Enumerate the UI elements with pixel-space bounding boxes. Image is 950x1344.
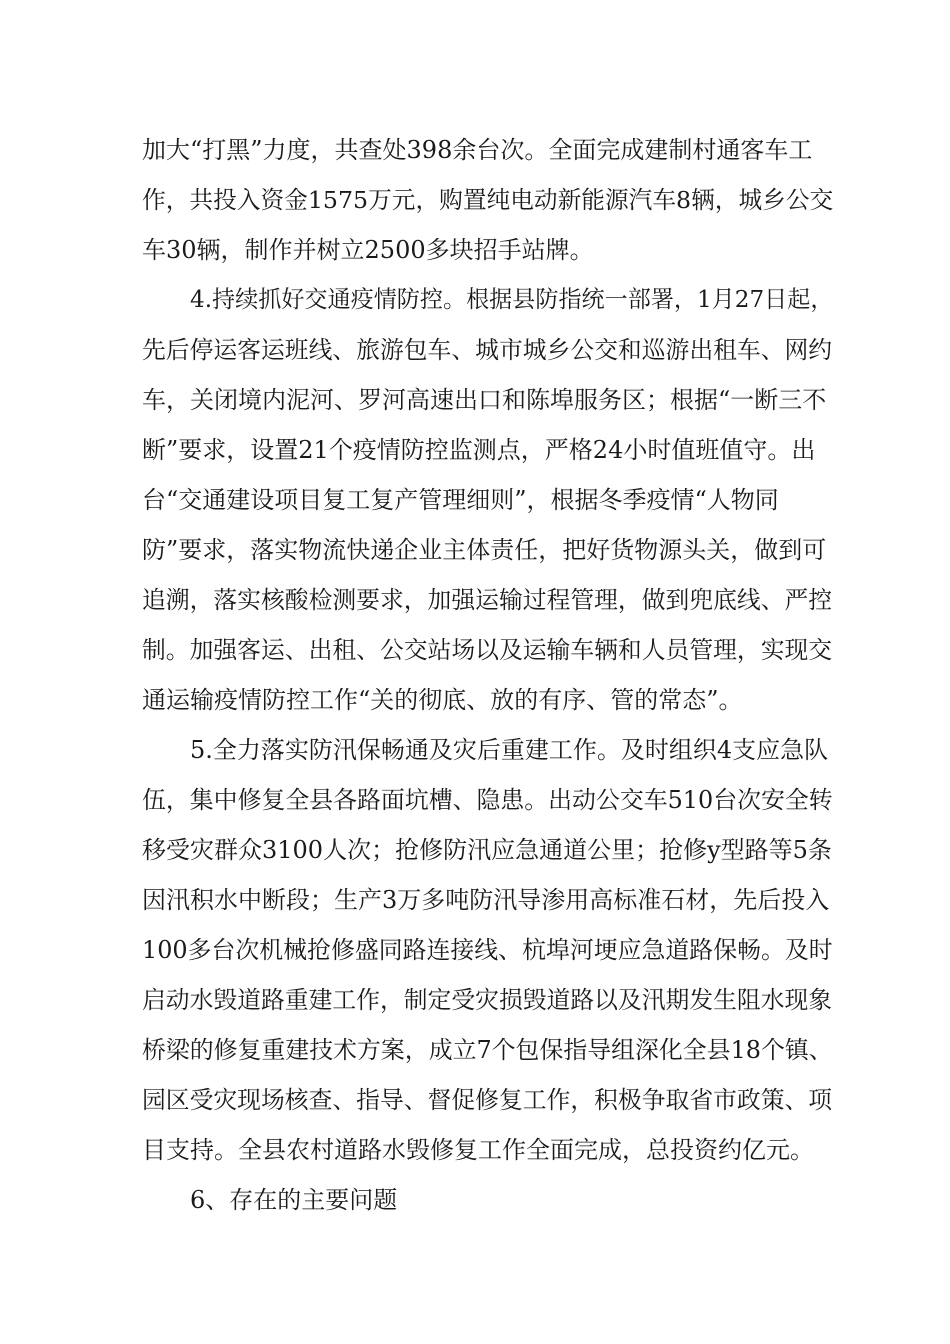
body-text-line: 制。加强客运、出租、公交站场以及运输车辆和人员管理，实现交 — [142, 636, 833, 664]
body-text-line: 防”要求，落实物流快递企业主体责任，把好货物源头关，做到可 — [142, 536, 827, 564]
section-6-heading-line: 6、存在的主要问题 — [190, 1186, 398, 1214]
section-5-heading-line: 5.全力落实防汛保畅通及灾后重建工作。及时组织4支应急队 — [190, 736, 829, 764]
body-text-line: 因汛积水中断段；生产3万多吨防汛导渗用高标准石材，先后投入 — [142, 886, 830, 914]
body-text-line: 通运输疫情防控工作“关的彻底、放的有序、管的常态”。 — [142, 686, 743, 714]
body-text-line: 移受灾群众3100人次；抢修防汛应急通道公里；抢修y型路等5条 — [142, 836, 832, 864]
body-text-line: 追溯，落实核酸检测要求，加强运输过程管理，做到兜底线、严控 — [142, 586, 833, 614]
body-text-line: 桥梁的修复重建技术方案，成立7个包保指导组深化全县18个镇、 — [142, 1036, 833, 1064]
body-text-line: 车30辆，制作并树立2500多块招手站牌。 — [142, 236, 594, 264]
body-text-line: 作，共投入资金1575万元，购置纯电动新能源汽车8辆，城乡公交 — [142, 186, 834, 214]
body-text-line: 目支持。全县农村道路水毁修复工作全面完成，总投资约亿元。 — [142, 1136, 814, 1164]
body-text-line: 先后停运客运班线、旅游包车、城市城乡公交和巡游出租车、网约 — [142, 336, 833, 364]
body-text-line: 台“交通建设项目复工复产管理细则”，根据冬季疫情“人物同 — [142, 486, 779, 514]
body-text-line: 启动水毁道路重建工作，制定受灾损毁道路以及汛期发生阻水现象 — [142, 986, 833, 1014]
body-text-line: 加大“打黑”力度，共查处398余台次。全面完成建制村通客车工 — [142, 136, 813, 164]
body-text-line: 园区受灾现场核查、指导、督促修复工作，积极争取省市政策、项 — [142, 1086, 833, 1114]
body-text-line: 伍，集中修复全县各路面坑槽、隐患。出动公交车510台次安全转 — [142, 786, 833, 814]
body-text-line: 车，关闭境内泥河、罗河高速出口和陈埠服务区；根据“一断三不 — [142, 386, 827, 414]
body-text-line: 100多台次机械抢修盛同路连接线、杭埠河埂应急道路保畅。及时 — [142, 936, 833, 964]
section-4-heading-line: 4.持续抓好交通疫情防控。根据县防指统一部署，1月27日起， — [190, 287, 834, 313]
body-text-line: 断”要求，设置21个疫情防控监测点，严格24小时值班值守。出 — [142, 436, 816, 464]
